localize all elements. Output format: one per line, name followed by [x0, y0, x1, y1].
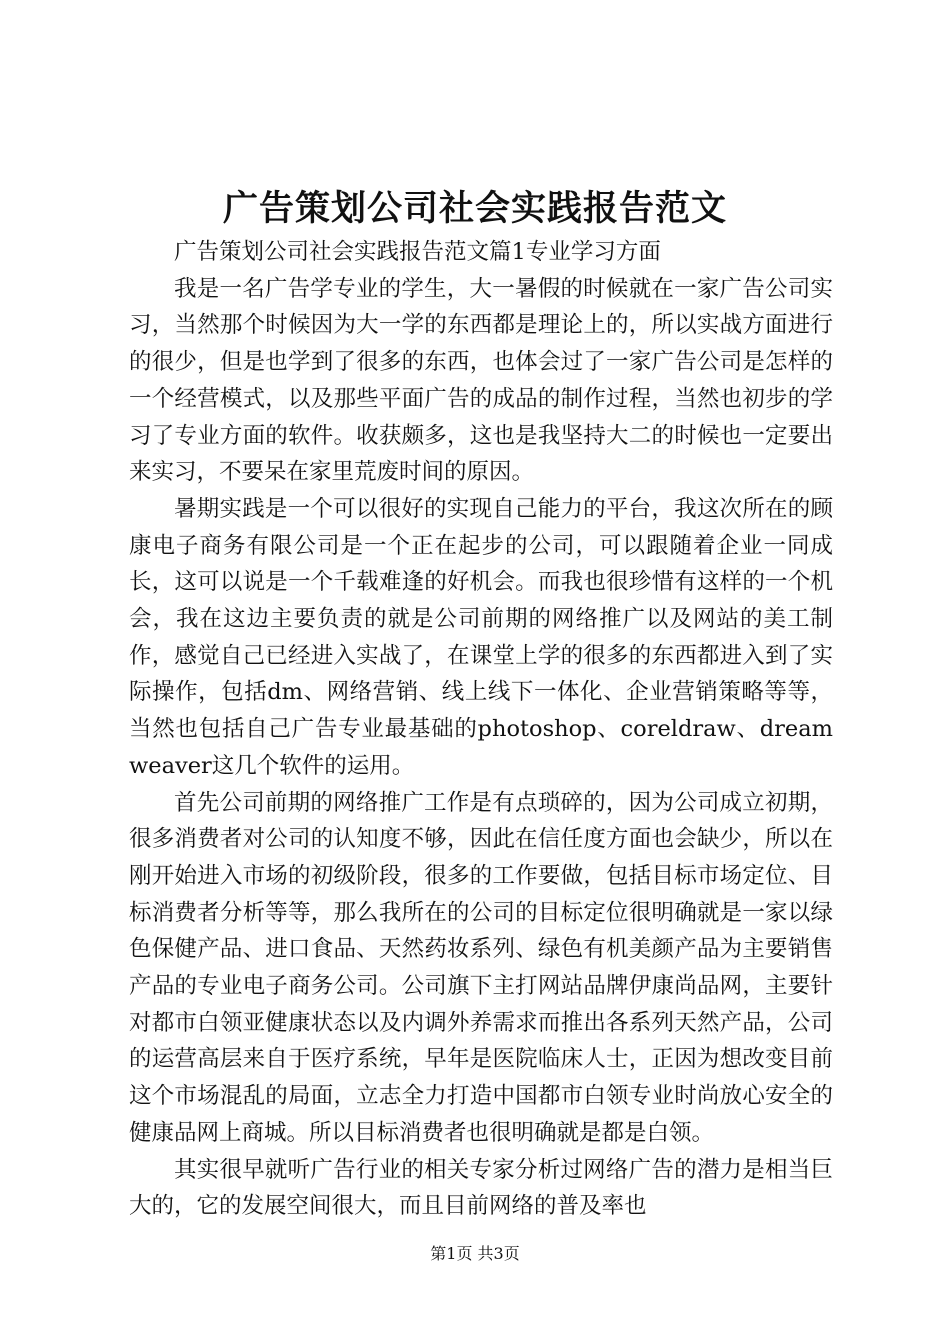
paragraph: 我是一名广告学专业的学生，大一暑假的时候就在一家广告公司实习，当然那个时候因为大一学的东西都是理论上的，所以实战方面进行的很少，但是也学到了很多的东西，也体会过了一家广告公司是怎样的一个经营模式，以及那些平面广告的成品的制作过程，当然也初步的学习了专业方面的软件。收获颇多，这也是我坚持大二的时候也一定要出来实习，不要呆在家里荒废时间的原因。 [129, 275, 833, 486]
paragraph-section-heading: 广告策划公司社会实践报告范文篇1专业学习方面 [174, 239, 661, 265]
document-body [129, 234, 833, 1225]
page-footer: 第1页 共3页 [430, 1244, 520, 1263]
page-title: 广告策划公司社会实践报告范文 [222, 188, 727, 229]
paragraph: 首先公司前期的网络推广工作是有点琐碎的，因为公司成立初期，很多消费者对公司的认知度不够，因此在信任度方面也会缺少，所以在刚开始进入市场的初级阶段，很多的工作要做，包括目标市场定位、目标消费者分析等等，那么我所在的公司的目标定位很明确就是一家以绿色保健产品、进口食品、天然药妆系列、绿色有机美颜产品为主要销售产品的专业电子商务公司。公司旗下主打网站品牌伊康尚品网，主要针对都市白领亚健康状态以及内调外养需求而推出各系列天然产品，公司的运营高层来自于医疗系统，早年是医院临床人士，正因为想改变目前这个市场混乱的局面，立志全力打造中国都市白领专业时尚放心安全的健康品网上商城。所以目标消费者也很明确就是都是白领。 [129, 789, 833, 1146]
paragraph: 其实很早就听广告行业的相关专家分析过网络广告的潜力是相当巨大的，它的发展空间很大，而且目前网络的普及率也 [129, 1156, 833, 1220]
paragraph: 暑期实践是一个可以很好的实现自己能力的平台，我这次所在的顾康电子商务有限公司是一个正在起步的公司，可以跟随着企业一同成长，这可以说是一个千载难逢的好机会。而我也很珍惜有这样的一个机会，我在这边主要负责的就是公司前期的网络推广以及网站的美工制作，感觉自己已经进入实战了，在课堂上学的很多的东西都进入到了实际操作，包括dm、网络营销、线上线下一体化、企业营销策略等等，当然也包括自己广告专业最基础的photoshop、coreldraw、dreamweaver这几个软件的运用。 [129, 495, 833, 779]
